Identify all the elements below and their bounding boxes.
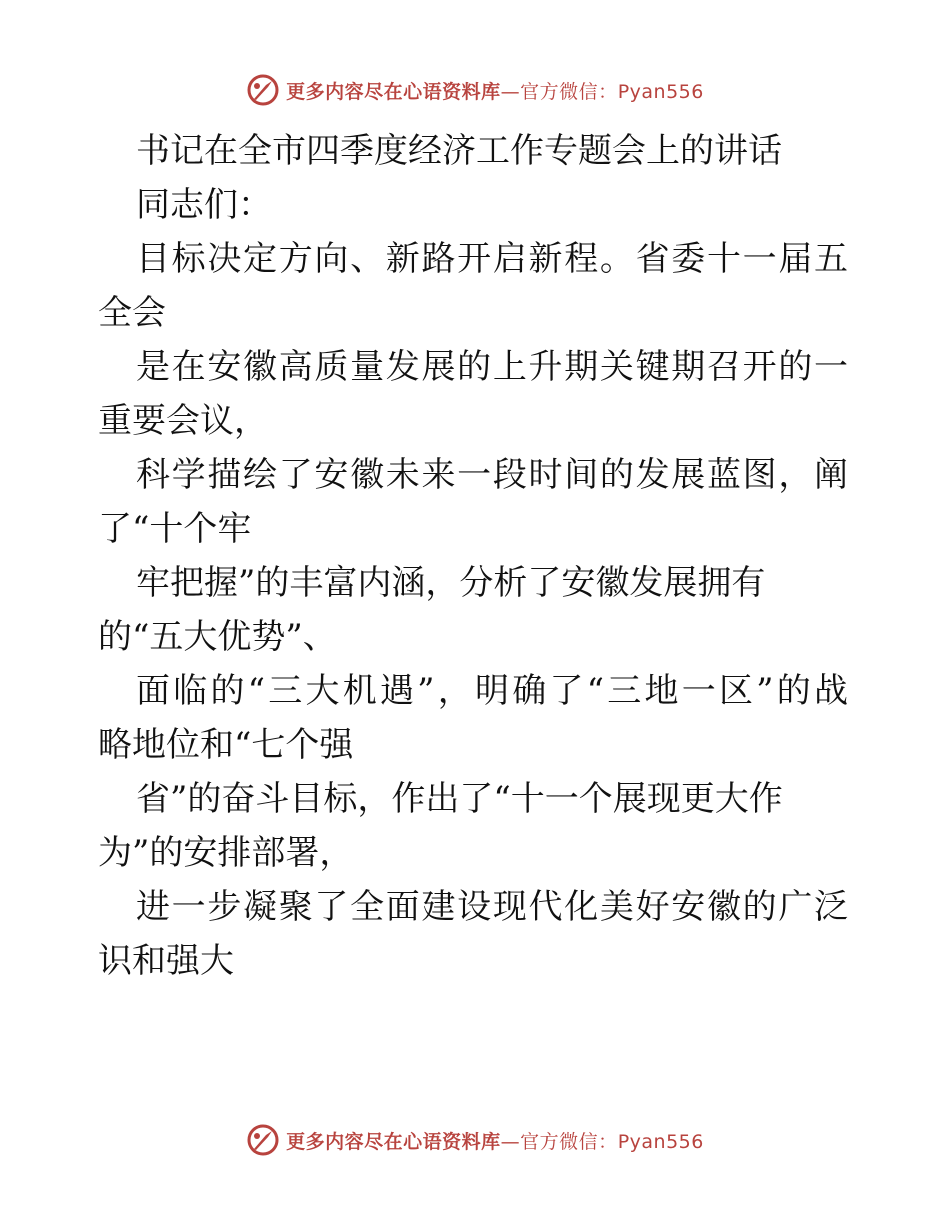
text-line: 略地位和“七个强	[98, 725, 354, 765]
header-watermark	[0, 70, 950, 110]
text-line: 科学描绘了安徽未来一段时间的发展蓝图，阐	[136, 455, 848, 495]
brand-logo-icon	[246, 1123, 280, 1157]
text-line: 为”的安排部署，	[98, 833, 354, 873]
text-line: 同志们：	[136, 185, 272, 225]
watermark-text	[286, 1127, 704, 1154]
watermark-wechat-id: Pyan556	[617, 1130, 704, 1153]
text-line: 全会	[98, 293, 166, 333]
document-title: 书记在全市四季度经济工作专题会上的讲话	[136, 131, 782, 171]
text-line: 牢把握”的丰富内涵，分析了安徽发展拥有	[136, 563, 766, 603]
text-line: 目标决定方向、新路开启新程。省委十一届五	[136, 239, 848, 279]
footer-watermark	[0, 1120, 950, 1160]
document-body	[98, 124, 858, 988]
watermark-wechat-label: 官方微信：	[520, 1130, 618, 1153]
text-line: 重要会议，	[98, 401, 268, 441]
text-line: 识和强大	[98, 941, 234, 981]
watermark-wechat-label: 官方微信：	[520, 80, 618, 103]
watermark-text	[286, 77, 704, 104]
watermark-brand: 更多内容尽在心语资料库	[286, 80, 501, 103]
text-line: 省”的奋斗目标，作出了“十一个展现更大作	[136, 779, 783, 819]
text-line: 了“十个牢	[98, 509, 252, 549]
text-line: 的“五大优势”、	[98, 617, 337, 657]
watermark-dash: —	[500, 80, 521, 103]
watermark-wechat-id: Pyan556	[617, 80, 704, 103]
watermark-dash: —	[500, 1130, 521, 1153]
text-line: 是在安徽高质量发展的上升期关键期召开的一	[136, 347, 848, 387]
text-line: 面临的“三大机遇”，明确了“三地一区”的战	[136, 671, 848, 711]
brand-logo-icon	[246, 73, 280, 107]
watermark-brand: 更多内容尽在心语资料库	[286, 1130, 501, 1153]
text-line: 进一步凝聚了全面建设现代化美好安徽的广泛	[136, 887, 848, 927]
